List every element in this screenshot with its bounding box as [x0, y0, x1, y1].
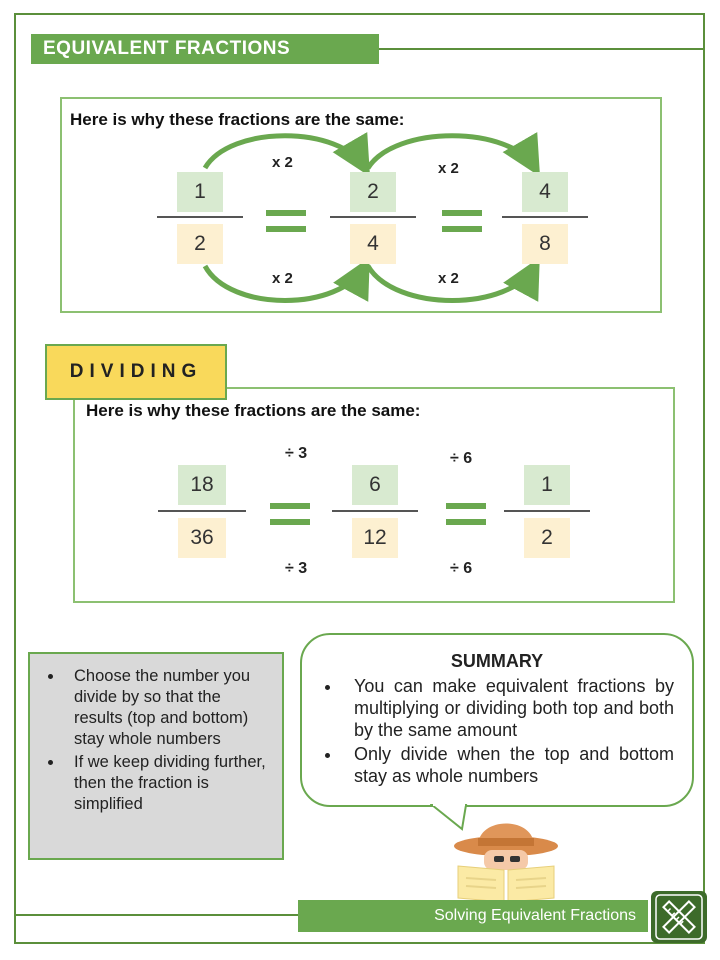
fraction-bar	[504, 510, 590, 512]
denominator: 36	[178, 518, 226, 558]
multiplying-caption: Here is why these fractions are the same:	[70, 110, 405, 129]
fraction-bar	[157, 216, 243, 218]
fraction-bar	[332, 510, 418, 512]
operator-bottom-2: ÷ 6	[450, 560, 473, 577]
numerator: 6	[352, 465, 398, 505]
denominator: 12	[352, 518, 398, 558]
equals-sign	[266, 210, 306, 232]
tip-item: • If we keep dividing further, then the fraction is simplified	[64, 752, 272, 815]
numerator: 2	[350, 172, 396, 212]
numerator: 1	[177, 172, 223, 212]
denominator: 2	[524, 518, 570, 558]
dividing-tab: DIVIDING	[45, 344, 227, 400]
footer-title: Solving Equivalent Fractions	[298, 900, 648, 932]
operator-top-2: ÷ 6	[450, 450, 473, 467]
denominator: 4	[350, 224, 396, 264]
numerator: 18	[178, 465, 226, 505]
denominator: 8	[522, 224, 568, 264]
tips-list	[40, 666, 272, 815]
tip-item: • Choose the number you divide by so that the results (top and bottom) stay whole numbers	[64, 666, 272, 750]
equals-sign	[442, 210, 482, 232]
dividing-caption: Here is why these fractions are the same:	[86, 401, 421, 420]
fraction-bar	[502, 216, 588, 218]
operator-top-2: x 2	[438, 160, 459, 177]
page-title: EQUIVALENT FRACTIONS	[31, 34, 379, 64]
fraction-bar	[158, 510, 246, 512]
operator-bottom-2: x 2	[438, 270, 459, 287]
operator-top-1: x 2	[272, 154, 293, 171]
operator-bottom-1: ÷ 3	[285, 560, 308, 577]
summary-title: SUMMARY	[450, 651, 544, 671]
detective-character-icon	[452, 808, 560, 903]
summary-item: • Only divide when the top and bottom stay as whole numbers	[342, 743, 674, 787]
equals-sign	[270, 503, 310, 525]
tips-box	[28, 652, 284, 860]
pencil-ruler-logo-icon	[651, 891, 707, 943]
equals-sign	[446, 503, 486, 525]
summary-bubble	[300, 633, 694, 807]
summary-item: • You can make equivalent fractions by multiplying or dividing both top and both by the same amount	[342, 675, 674, 741]
numerator: 4	[522, 172, 568, 212]
footer-divider	[14, 914, 298, 916]
fraction-bar	[330, 216, 416, 218]
numerator: 1	[524, 465, 570, 505]
summary-list	[320, 675, 674, 787]
operator-bottom-1: x 2	[272, 270, 293, 287]
operator-top-1: ÷ 3	[285, 445, 308, 462]
denominator: 2	[177, 224, 223, 264]
